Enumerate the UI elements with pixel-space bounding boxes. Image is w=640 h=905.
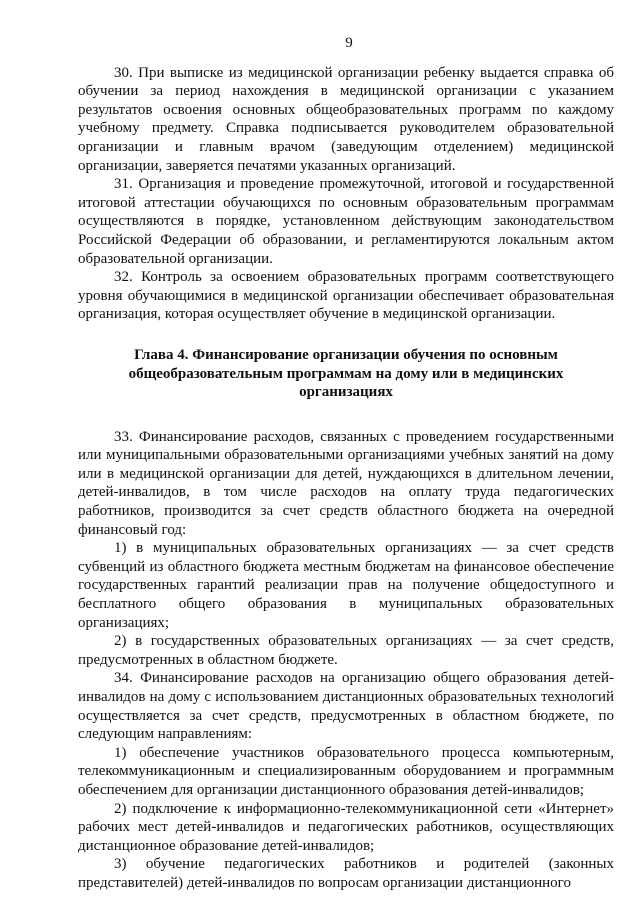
paragraph-34-item-3: 3) обучение педагогических работников и родителей (законных представителей) детей-инвалидов по вопросам организации дистанционного (78, 856, 614, 891)
paragraph-32: 32. Контроль за освоением образовательных программ соответствующего уровня обучающимися в медицинской организации обеспечивает образовательная организация, которая осуществляет обучение в медицинской организации. (78, 269, 614, 323)
paragraph-34-item-1: 1) обеспечение участников образовательного процесса компьютерным, телекоммуникационным и специализированным оборудованием и программным обеспечением для организации дистанционного образования детей-инвалидов; (78, 744, 614, 798)
page-number: 9 (345, 35, 353, 51)
paragraph-31: 31. Организация и проведение промежуточной, итоговой и государственной итоговой аттестации обучающихся по основным образовательным программам осуществляются в порядке, установленном действующим законодательством Российской Федерации об образовании, и регламентируются локальным актом образовательной организации. (78, 176, 614, 267)
paragraph-34-item-2: 2) подключение к информационно-телекоммуникационной сети «Интернет» рабочих мест детей-инвалидов и педагогических работников, осуществляющих дистанционное образование детей-инвалидов; (78, 800, 614, 854)
paragraph-33-item-1: 1) в муниципальных образовательных организациях — за счет средств субвенций из областного бюджета местным бюджетам на финансовое обеспечение государственных гарантий реализации прав на получение общедоступного и бесплатного общего образования в муниципальных образовательных организациях; (78, 540, 614, 631)
paragraph-33-item-2: 2) в государственных образовательных организациях — за счет средств, предусмотренных в областном бюджете. (78, 633, 614, 668)
paragraph-30: 30. При выписке из медицинской организации ребенку выдается справка об обучении за период нахождения в медицинской организации с указанием результатов освоения основных общеобразовательных программ по каждому учебному предмету. Справка подписывается руководителем образовательной организации и главным врачом (заведующим отделением) медицинской организации, заверяется печатями указанных организаций. (78, 64, 614, 174)
chapter-heading: Глава 4. Финансирование организации обучения по основным общеобразовательным программам на дому или в медицинских организациях (128, 346, 564, 401)
paragraph-34: 34. Финансирование расходов на организацию общего образования детей-инвалидов на дому с использованием дистанционных образовательных технологий осуществляется за счет средств, предусмотренных в областном бюджете, по следующим направлениям: (78, 670, 614, 743)
paragraph-33: 33. Финансирование расходов, связанных с проведением государственными или муниципальными образовательными организациями учебных занятий на дому или в медицинской организации для детей, нуждающихся в длительном лечении, детей-инвалидов, в том числе расходов на оплату труда педагогических работников, производится за счет средств областного бюджета на очередной финансовый год: (78, 428, 614, 538)
